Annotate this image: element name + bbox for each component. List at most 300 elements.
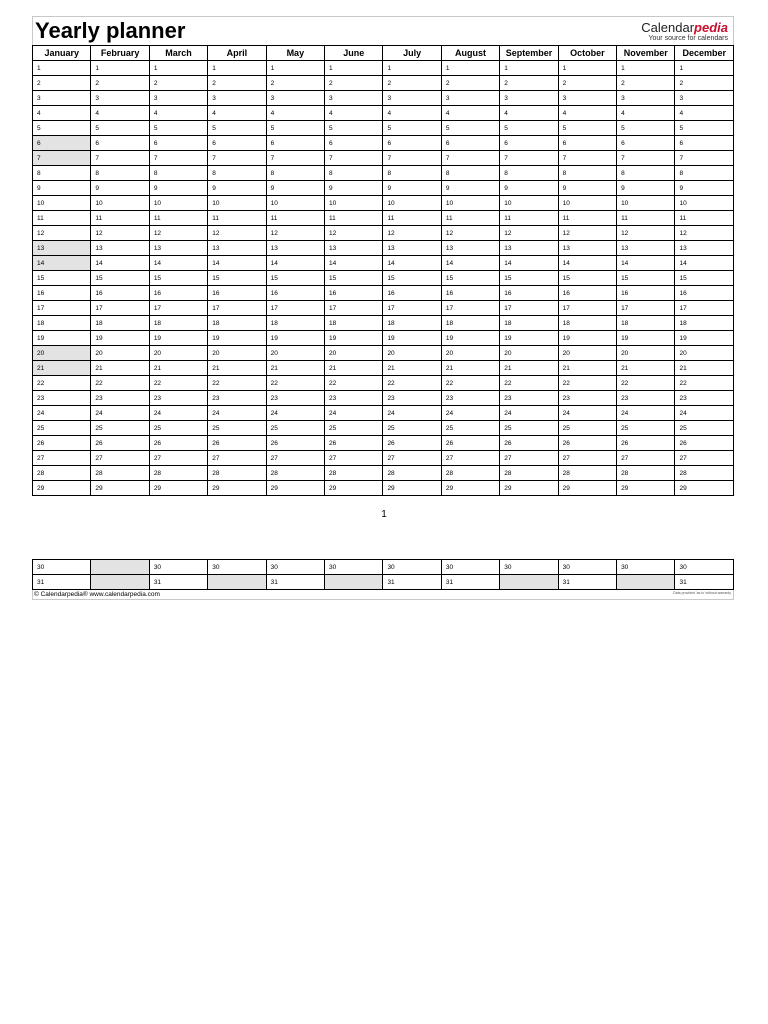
day-cell[interactable]: 20 bbox=[266, 346, 324, 361]
day-cell[interactable]: 10 bbox=[675, 196, 734, 211]
day-cell[interactable]: 14 bbox=[33, 256, 91, 271]
day-cell[interactable]: 20 bbox=[383, 346, 441, 361]
day-cell[interactable]: 16 bbox=[266, 286, 324, 301]
day-cell[interactable]: 11 bbox=[383, 211, 441, 226]
day-cell[interactable]: 10 bbox=[325, 196, 383, 211]
day-cell[interactable]: 8 bbox=[33, 166, 91, 181]
day-cell[interactable]: 14 bbox=[149, 256, 207, 271]
day-cell[interactable]: 16 bbox=[325, 286, 383, 301]
day-cell[interactable]: 28 bbox=[149, 466, 207, 481]
day-cell[interactable]: 14 bbox=[266, 256, 324, 271]
day-cell[interactable]: 17 bbox=[208, 301, 266, 316]
day-cell[interactable]: 8 bbox=[383, 166, 441, 181]
day-cell[interactable]: 14 bbox=[441, 256, 499, 271]
day-cell[interactable]: 15 bbox=[558, 271, 616, 286]
day-cell[interactable]: 23 bbox=[208, 391, 266, 406]
day-cell[interactable]: 4 bbox=[325, 106, 383, 121]
day-cell[interactable]: 10 bbox=[266, 196, 324, 211]
day-cell[interactable]: 3 bbox=[558, 91, 616, 106]
day-cell[interactable]: 19 bbox=[383, 331, 441, 346]
day-cell[interactable]: 20 bbox=[617, 346, 675, 361]
day-cell[interactable]: 5 bbox=[149, 121, 207, 136]
day-cell[interactable]: 3 bbox=[33, 91, 91, 106]
day-cell[interactable]: 5 bbox=[266, 121, 324, 136]
day-cell[interactable]: 16 bbox=[33, 286, 91, 301]
day-cell[interactable]: 28 bbox=[500, 466, 558, 481]
day-cell[interactable]: 24 bbox=[675, 406, 734, 421]
day-cell[interactable]: 27 bbox=[441, 451, 499, 466]
day-cell[interactable]: 12 bbox=[383, 226, 441, 241]
day-cell[interactable]: 11 bbox=[33, 211, 91, 226]
day-cell[interactable]: 7 bbox=[675, 151, 734, 166]
day-cell[interactable]: 18 bbox=[149, 316, 207, 331]
day-cell[interactable]: 8 bbox=[149, 166, 207, 181]
day-cell[interactable]: 7 bbox=[500, 151, 558, 166]
day-cell[interactable]: 9 bbox=[500, 181, 558, 196]
day-cell[interactable]: 8 bbox=[91, 166, 149, 181]
day-cell[interactable]: 24 bbox=[441, 406, 499, 421]
day-cell[interactable]: 29 bbox=[149, 481, 207, 496]
day-cell[interactable]: 22 bbox=[149, 376, 207, 391]
day-cell[interactable]: 25 bbox=[383, 421, 441, 436]
day-cell[interactable]: 1 bbox=[91, 61, 149, 76]
day-cell[interactable]: 18 bbox=[383, 316, 441, 331]
day-cell[interactable]: 30 bbox=[33, 560, 91, 575]
day-cell[interactable]: 31 bbox=[266, 575, 324, 590]
day-cell[interactable]: 15 bbox=[266, 271, 324, 286]
day-cell[interactable]: 14 bbox=[675, 256, 734, 271]
day-cell[interactable]: 6 bbox=[558, 136, 616, 151]
day-cell[interactable]: 23 bbox=[149, 391, 207, 406]
day-cell[interactable]: 9 bbox=[558, 181, 616, 196]
day-cell[interactable]: 21 bbox=[266, 361, 324, 376]
day-cell[interactable]: 25 bbox=[325, 421, 383, 436]
day-cell[interactable]: 16 bbox=[208, 286, 266, 301]
day-cell[interactable]: 26 bbox=[383, 436, 441, 451]
day-cell[interactable]: 12 bbox=[266, 226, 324, 241]
day-cell[interactable]: 11 bbox=[266, 211, 324, 226]
day-cell[interactable]: 12 bbox=[441, 226, 499, 241]
day-cell[interactable]: 10 bbox=[441, 196, 499, 211]
day-cell[interactable]: 25 bbox=[675, 421, 734, 436]
day-cell[interactable]: 28 bbox=[558, 466, 616, 481]
day-cell[interactable]: 30 bbox=[383, 560, 441, 575]
day-cell[interactable]: 19 bbox=[208, 331, 266, 346]
day-cell[interactable]: 31 bbox=[149, 575, 207, 590]
day-cell[interactable]: 23 bbox=[500, 391, 558, 406]
day-cell[interactable]: 15 bbox=[441, 271, 499, 286]
day-cell[interactable]: 2 bbox=[266, 76, 324, 91]
day-cell[interactable]: 19 bbox=[149, 331, 207, 346]
day-cell[interactable]: 13 bbox=[325, 241, 383, 256]
day-cell[interactable]: 3 bbox=[149, 91, 207, 106]
day-cell[interactable]: 15 bbox=[500, 271, 558, 286]
day-cell[interactable]: 22 bbox=[33, 376, 91, 391]
day-cell[interactable]: 29 bbox=[558, 481, 616, 496]
day-cell[interactable]: 23 bbox=[383, 391, 441, 406]
day-cell[interactable]: 15 bbox=[617, 271, 675, 286]
day-cell[interactable]: 3 bbox=[500, 91, 558, 106]
day-cell[interactable]: 18 bbox=[266, 316, 324, 331]
day-cell[interactable]: 17 bbox=[383, 301, 441, 316]
day-cell[interactable]: 14 bbox=[383, 256, 441, 271]
day-cell[interactable]: 30 bbox=[208, 560, 266, 575]
day-cell[interactable]: 30 bbox=[266, 560, 324, 575]
day-cell[interactable]: 2 bbox=[675, 76, 734, 91]
day-cell[interactable]: 25 bbox=[617, 421, 675, 436]
day-cell[interactable]: 7 bbox=[91, 151, 149, 166]
day-cell[interactable]: 12 bbox=[617, 226, 675, 241]
day-cell[interactable]: 22 bbox=[500, 376, 558, 391]
day-cell[interactable]: 26 bbox=[91, 436, 149, 451]
day-cell[interactable]: 27 bbox=[558, 451, 616, 466]
day-cell[interactable]: 5 bbox=[33, 121, 91, 136]
day-cell[interactable]: 2 bbox=[91, 76, 149, 91]
day-cell[interactable]: 25 bbox=[441, 421, 499, 436]
day-cell[interactable]: 17 bbox=[266, 301, 324, 316]
day-cell[interactable]: 6 bbox=[266, 136, 324, 151]
day-cell[interactable]: 21 bbox=[675, 361, 734, 376]
day-cell[interactable]: 12 bbox=[500, 226, 558, 241]
day-cell[interactable]: 19 bbox=[266, 331, 324, 346]
day-cell[interactable]: 1 bbox=[266, 61, 324, 76]
day-cell[interactable]: 5 bbox=[441, 121, 499, 136]
day-cell[interactable]: 31 bbox=[675, 575, 734, 590]
day-cell[interactable]: 22 bbox=[441, 376, 499, 391]
day-cell[interactable]: 8 bbox=[325, 166, 383, 181]
day-cell[interactable]: 18 bbox=[675, 316, 734, 331]
day-cell[interactable]: 30 bbox=[558, 560, 616, 575]
day-cell[interactable]: 9 bbox=[441, 181, 499, 196]
day-cell[interactable]: 9 bbox=[149, 181, 207, 196]
day-cell[interactable]: 21 bbox=[558, 361, 616, 376]
day-cell[interactable]: 13 bbox=[266, 241, 324, 256]
day-cell[interactable]: 20 bbox=[91, 346, 149, 361]
day-cell[interactable]: 8 bbox=[266, 166, 324, 181]
day-cell[interactable]: 14 bbox=[325, 256, 383, 271]
day-cell[interactable]: 29 bbox=[675, 481, 734, 496]
day-cell[interactable]: 10 bbox=[149, 196, 207, 211]
day-cell[interactable]: 20 bbox=[325, 346, 383, 361]
day-cell[interactable]: 27 bbox=[149, 451, 207, 466]
day-cell[interactable]: 27 bbox=[617, 451, 675, 466]
day-cell[interactable]: 9 bbox=[383, 181, 441, 196]
day-cell[interactable]: 13 bbox=[441, 241, 499, 256]
day-cell[interactable]: 2 bbox=[441, 76, 499, 91]
day-cell[interactable]: 21 bbox=[149, 361, 207, 376]
day-cell[interactable]: 16 bbox=[91, 286, 149, 301]
day-cell[interactable]: 29 bbox=[208, 481, 266, 496]
day-cell[interactable]: 2 bbox=[558, 76, 616, 91]
day-cell[interactable]: 6 bbox=[208, 136, 266, 151]
day-cell[interactable]: 20 bbox=[441, 346, 499, 361]
day-cell[interactable]: 28 bbox=[33, 466, 91, 481]
day-cell[interactable]: 11 bbox=[149, 211, 207, 226]
day-cell[interactable]: 18 bbox=[325, 316, 383, 331]
day-cell[interactable]: 24 bbox=[500, 406, 558, 421]
day-cell[interactable]: 11 bbox=[208, 211, 266, 226]
day-cell[interactable]: 22 bbox=[558, 376, 616, 391]
day-cell[interactable]: 14 bbox=[558, 256, 616, 271]
day-cell[interactable]: 12 bbox=[558, 226, 616, 241]
day-cell[interactable]: 26 bbox=[558, 436, 616, 451]
day-cell[interactable]: 18 bbox=[558, 316, 616, 331]
day-cell[interactable]: 25 bbox=[266, 421, 324, 436]
day-cell[interactable]: 19 bbox=[617, 331, 675, 346]
day-cell[interactable]: 21 bbox=[208, 361, 266, 376]
day-cell[interactable]: 23 bbox=[33, 391, 91, 406]
day-cell[interactable]: 11 bbox=[558, 211, 616, 226]
day-cell[interactable]: 19 bbox=[558, 331, 616, 346]
day-cell[interactable]: 12 bbox=[325, 226, 383, 241]
day-cell[interactable]: 15 bbox=[91, 271, 149, 286]
day-cell[interactable]: 24 bbox=[617, 406, 675, 421]
day-cell[interactable]: 27 bbox=[500, 451, 558, 466]
day-cell[interactable]: 29 bbox=[266, 481, 324, 496]
day-cell[interactable]: 23 bbox=[325, 391, 383, 406]
day-cell[interactable]: 15 bbox=[325, 271, 383, 286]
day-cell[interactable]: 6 bbox=[500, 136, 558, 151]
day-cell[interactable]: 17 bbox=[500, 301, 558, 316]
day-cell[interactable]: 3 bbox=[441, 91, 499, 106]
day-cell[interactable]: 27 bbox=[208, 451, 266, 466]
day-cell[interactable]: 27 bbox=[325, 451, 383, 466]
day-cell[interactable]: 27 bbox=[383, 451, 441, 466]
day-cell[interactable]: 1 bbox=[383, 61, 441, 76]
day-cell[interactable]: 1 bbox=[617, 61, 675, 76]
day-cell[interactable]: 5 bbox=[208, 121, 266, 136]
day-cell[interactable]: 19 bbox=[325, 331, 383, 346]
day-cell[interactable]: 28 bbox=[208, 466, 266, 481]
day-cell[interactable]: 12 bbox=[33, 226, 91, 241]
day-cell[interactable]: 9 bbox=[617, 181, 675, 196]
day-cell[interactable]: 11 bbox=[675, 211, 734, 226]
day-cell[interactable]: 20 bbox=[33, 346, 91, 361]
day-cell[interactable]: 29 bbox=[383, 481, 441, 496]
day-cell[interactable]: 3 bbox=[325, 91, 383, 106]
day-cell[interactable]: 20 bbox=[558, 346, 616, 361]
day-cell[interactable]: 7 bbox=[33, 151, 91, 166]
day-cell[interactable]: 1 bbox=[558, 61, 616, 76]
day-cell[interactable]: 8 bbox=[208, 166, 266, 181]
day-cell[interactable]: 2 bbox=[383, 76, 441, 91]
day-cell[interactable]: 22 bbox=[208, 376, 266, 391]
day-cell[interactable]: 12 bbox=[149, 226, 207, 241]
day-cell[interactable]: 30 bbox=[325, 560, 383, 575]
day-cell[interactable]: 16 bbox=[675, 286, 734, 301]
day-cell[interactable]: 10 bbox=[33, 196, 91, 211]
day-cell[interactable]: 21 bbox=[33, 361, 91, 376]
day-cell[interactable]: 27 bbox=[675, 451, 734, 466]
day-cell[interactable]: 7 bbox=[325, 151, 383, 166]
day-cell[interactable]: 13 bbox=[617, 241, 675, 256]
day-cell[interactable]: 4 bbox=[266, 106, 324, 121]
day-cell[interactable]: 11 bbox=[91, 211, 149, 226]
day-cell[interactable]: 26 bbox=[325, 436, 383, 451]
day-cell[interactable]: 29 bbox=[617, 481, 675, 496]
day-cell[interactable]: 3 bbox=[617, 91, 675, 106]
day-cell[interactable]: 16 bbox=[617, 286, 675, 301]
day-cell[interactable]: 17 bbox=[441, 301, 499, 316]
day-cell[interactable]: 28 bbox=[383, 466, 441, 481]
day-cell[interactable]: 21 bbox=[617, 361, 675, 376]
day-cell[interactable]: 28 bbox=[617, 466, 675, 481]
day-cell[interactable]: 30 bbox=[149, 560, 207, 575]
day-cell[interactable]: 29 bbox=[91, 481, 149, 496]
day-cell[interactable]: 25 bbox=[149, 421, 207, 436]
day-cell[interactable]: 1 bbox=[325, 61, 383, 76]
day-cell[interactable]: 16 bbox=[441, 286, 499, 301]
day-cell[interactable]: 4 bbox=[617, 106, 675, 121]
day-cell[interactable]: 17 bbox=[33, 301, 91, 316]
day-cell[interactable]: 9 bbox=[208, 181, 266, 196]
day-cell[interactable]: 22 bbox=[91, 376, 149, 391]
day-cell[interactable]: 5 bbox=[91, 121, 149, 136]
day-cell[interactable]: 5 bbox=[325, 121, 383, 136]
day-cell[interactable]: 19 bbox=[500, 331, 558, 346]
day-cell[interactable]: 27 bbox=[91, 451, 149, 466]
day-cell[interactable]: 14 bbox=[91, 256, 149, 271]
day-cell[interactable]: 5 bbox=[558, 121, 616, 136]
day-cell[interactable]: 7 bbox=[558, 151, 616, 166]
day-cell[interactable]: 10 bbox=[208, 196, 266, 211]
day-cell[interactable]: 7 bbox=[208, 151, 266, 166]
day-cell[interactable]: 1 bbox=[675, 61, 734, 76]
day-cell[interactable]: 13 bbox=[500, 241, 558, 256]
day-cell[interactable]: 1 bbox=[500, 61, 558, 76]
day-cell[interactable]: 15 bbox=[208, 271, 266, 286]
day-cell[interactable]: 6 bbox=[617, 136, 675, 151]
day-cell[interactable]: 14 bbox=[500, 256, 558, 271]
day-cell[interactable]: 16 bbox=[383, 286, 441, 301]
day-cell[interactable]: 1 bbox=[441, 61, 499, 76]
day-cell[interactable]: 23 bbox=[441, 391, 499, 406]
day-cell[interactable]: 4 bbox=[33, 106, 91, 121]
day-cell[interactable]: 17 bbox=[617, 301, 675, 316]
day-cell[interactable]: 18 bbox=[208, 316, 266, 331]
day-cell[interactable]: 25 bbox=[33, 421, 91, 436]
day-cell[interactable]: 9 bbox=[33, 181, 91, 196]
day-cell[interactable]: 17 bbox=[91, 301, 149, 316]
day-cell[interactable]: 17 bbox=[558, 301, 616, 316]
day-cell[interactable]: 5 bbox=[500, 121, 558, 136]
day-cell[interactable]: 6 bbox=[441, 136, 499, 151]
day-cell[interactable]: 13 bbox=[675, 241, 734, 256]
day-cell[interactable]: 13 bbox=[208, 241, 266, 256]
day-cell[interactable]: 23 bbox=[266, 391, 324, 406]
day-cell[interactable]: 12 bbox=[675, 226, 734, 241]
day-cell[interactable]: 17 bbox=[149, 301, 207, 316]
day-cell[interactable]: 5 bbox=[675, 121, 734, 136]
day-cell[interactable]: 26 bbox=[500, 436, 558, 451]
day-cell[interactable]: 4 bbox=[558, 106, 616, 121]
day-cell[interactable]: 10 bbox=[91, 196, 149, 211]
day-cell[interactable]: 3 bbox=[266, 91, 324, 106]
day-cell[interactable]: 21 bbox=[325, 361, 383, 376]
day-cell[interactable]: 24 bbox=[33, 406, 91, 421]
day-cell[interactable]: 21 bbox=[500, 361, 558, 376]
day-cell[interactable]: 9 bbox=[91, 181, 149, 196]
day-cell[interactable]: 8 bbox=[441, 166, 499, 181]
day-cell[interactable]: 29 bbox=[500, 481, 558, 496]
day-cell[interactable]: 6 bbox=[149, 136, 207, 151]
day-cell[interactable]: 15 bbox=[675, 271, 734, 286]
day-cell[interactable]: 30 bbox=[441, 560, 499, 575]
day-cell[interactable]: 24 bbox=[325, 406, 383, 421]
day-cell[interactable]: 31 bbox=[441, 575, 499, 590]
day-cell[interactable]: 18 bbox=[441, 316, 499, 331]
day-cell[interactable]: 9 bbox=[325, 181, 383, 196]
day-cell[interactable]: 23 bbox=[617, 391, 675, 406]
day-cell[interactable]: 15 bbox=[383, 271, 441, 286]
day-cell[interactable]: 15 bbox=[33, 271, 91, 286]
day-cell[interactable]: 1 bbox=[33, 61, 91, 76]
day-cell[interactable]: 20 bbox=[675, 346, 734, 361]
day-cell[interactable]: 4 bbox=[441, 106, 499, 121]
day-cell[interactable]: 28 bbox=[675, 466, 734, 481]
day-cell[interactable]: 25 bbox=[558, 421, 616, 436]
day-cell[interactable]: 10 bbox=[500, 196, 558, 211]
day-cell[interactable]: 13 bbox=[558, 241, 616, 256]
day-cell[interactable]: 26 bbox=[266, 436, 324, 451]
day-cell[interactable]: 2 bbox=[617, 76, 675, 91]
day-cell[interactable]: 1 bbox=[149, 61, 207, 76]
day-cell[interactable]: 4 bbox=[149, 106, 207, 121]
day-cell[interactable]: 11 bbox=[441, 211, 499, 226]
day-cell[interactable]: 30 bbox=[675, 560, 734, 575]
day-cell[interactable]: 6 bbox=[675, 136, 734, 151]
day-cell[interactable]: 24 bbox=[208, 406, 266, 421]
day-cell[interactable]: 27 bbox=[266, 451, 324, 466]
day-cell[interactable]: 7 bbox=[441, 151, 499, 166]
day-cell[interactable]: 18 bbox=[500, 316, 558, 331]
day-cell[interactable]: 4 bbox=[675, 106, 734, 121]
day-cell[interactable]: 16 bbox=[149, 286, 207, 301]
day-cell[interactable]: 19 bbox=[33, 331, 91, 346]
day-cell[interactable]: 24 bbox=[558, 406, 616, 421]
day-cell[interactable]: 31 bbox=[558, 575, 616, 590]
day-cell[interactable]: 15 bbox=[149, 271, 207, 286]
day-cell[interactable]: 5 bbox=[383, 121, 441, 136]
day-cell[interactable]: 18 bbox=[617, 316, 675, 331]
day-cell[interactable]: 26 bbox=[441, 436, 499, 451]
day-cell[interactable]: 2 bbox=[208, 76, 266, 91]
day-cell[interactable]: 14 bbox=[208, 256, 266, 271]
day-cell[interactable]: 30 bbox=[500, 560, 558, 575]
day-cell[interactable]: 22 bbox=[266, 376, 324, 391]
day-cell[interactable]: 11 bbox=[617, 211, 675, 226]
day-cell[interactable]: 25 bbox=[500, 421, 558, 436]
day-cell[interactable]: 29 bbox=[441, 481, 499, 496]
day-cell[interactable]: 31 bbox=[33, 575, 91, 590]
day-cell[interactable]: 7 bbox=[617, 151, 675, 166]
day-cell[interactable]: 21 bbox=[91, 361, 149, 376]
day-cell[interactable]: 26 bbox=[675, 436, 734, 451]
day-cell[interactable]: 20 bbox=[500, 346, 558, 361]
day-cell[interactable]: 3 bbox=[208, 91, 266, 106]
day-cell[interactable]: 24 bbox=[266, 406, 324, 421]
day-cell[interactable]: 12 bbox=[208, 226, 266, 241]
day-cell[interactable]: 4 bbox=[91, 106, 149, 121]
day-cell[interactable]: 28 bbox=[266, 466, 324, 481]
day-cell[interactable]: 10 bbox=[558, 196, 616, 211]
day-cell[interactable]: 21 bbox=[441, 361, 499, 376]
day-cell[interactable]: 13 bbox=[91, 241, 149, 256]
day-cell[interactable]: 4 bbox=[383, 106, 441, 121]
day-cell[interactable]: 7 bbox=[383, 151, 441, 166]
day-cell[interactable]: 7 bbox=[266, 151, 324, 166]
day-cell[interactable]: 3 bbox=[91, 91, 149, 106]
